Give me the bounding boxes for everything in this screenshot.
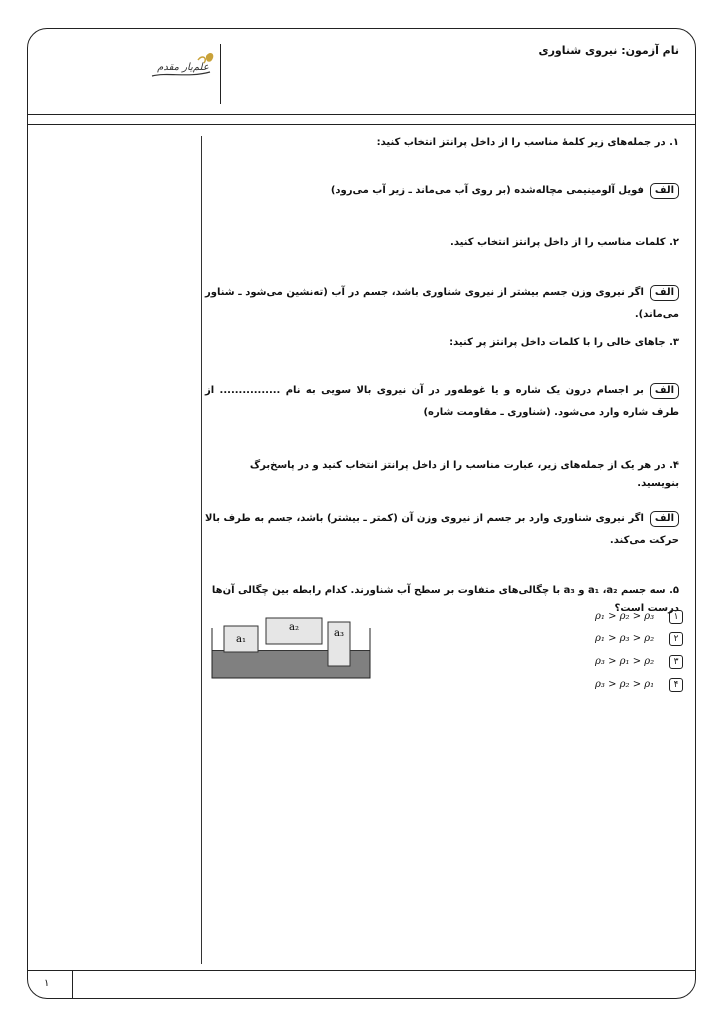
question-4-item bbox=[205, 508, 679, 552]
option-text: ρ₁ > ρ₃ > ρ₂ bbox=[595, 633, 655, 644]
label-a1: a₁ bbox=[236, 634, 246, 645]
answer-column-divider bbox=[201, 136, 202, 964]
label-a3: a₃ bbox=[334, 628, 344, 639]
question-3-text: بر اجسام درون یک شاره و یا غوطه‌ور در آن نیروی بالا سویی به نام ................ از طرف شاره وارد می‌شود. (شناوری ـ مقاومت شاره) bbox=[205, 385, 679, 418]
item-label-badge: الف bbox=[650, 285, 679, 301]
question-4: ۴. در هر یک از جمله‌های زیر، عبارت مناسب را از داخل پرانتز انتخاب کنید و در پاسخ‌برگ بنویسید. bbox=[249, 460, 679, 489]
option-text: ρ₁ > ρ₂ > ρ₃ bbox=[595, 611, 655, 622]
option-3[interactable] bbox=[595, 655, 683, 671]
question-5: ۵. سه جسم a₁ ،a₂ و a₃ با چگالی‌های متفاوت بر سطح آب شناورند. کدام رابطه بین چگالی آن‌ها درست است؟ bbox=[211, 585, 679, 614]
option-number: ۲ bbox=[669, 632, 683, 646]
item-label-badge: الف bbox=[650, 183, 679, 199]
question-2-text: اگر نیروی وزن جسم بیشتر از نیروی شناوری باشد، جسم در آب (ته‌نشین می‌شود ـ شناور می‌ماند). bbox=[205, 287, 679, 320]
option-text: ρ₃ > ρ₂ > ρ₁ bbox=[595, 679, 655, 690]
item-label-badge: الف bbox=[650, 511, 679, 527]
question-4-text: اگر نیروی شناوری وارد بر جسم از نیروی وزن آن (کمتر ـ بیشتر) باشد، جسم به طرف بالا حرکت می‌کند. bbox=[205, 513, 679, 546]
option-number: ۴ bbox=[669, 678, 683, 692]
question-1-item bbox=[205, 180, 679, 202]
page-number: ۱ bbox=[44, 978, 50, 989]
exam-title: نام آزمون: نیروی شناوری bbox=[538, 44, 679, 57]
header-bottom-border bbox=[27, 114, 696, 115]
option-1[interactable] bbox=[595, 610, 683, 626]
logo-divider bbox=[220, 44, 221, 104]
footer-divider bbox=[72, 970, 73, 999]
question-3-item bbox=[205, 380, 679, 424]
logo-text: علم‌یار مقدم bbox=[157, 62, 209, 73]
footer-border bbox=[27, 970, 696, 971]
question-3: ۳. جاهای خالی را با کلمات داخل پرانتز پر کنید: bbox=[449, 337, 679, 348]
option-text: ρ₃ > ρ₁ > ρ₂ bbox=[595, 656, 655, 667]
question-2-item bbox=[205, 282, 679, 326]
option-4[interactable] bbox=[595, 678, 683, 694]
option-2[interactable] bbox=[595, 632, 683, 648]
question-1: ۱. در جمله‌های زیر کلمهٔ مناسب را از داخل پرانتز انتخاب کنید: bbox=[376, 137, 679, 148]
question-2: ۲. کلمات مناسب را از داخل پرانتز انتخاب کنید. bbox=[450, 237, 679, 248]
option-number: ۳ bbox=[669, 655, 683, 669]
floating-objects-figure bbox=[210, 614, 372, 680]
brand-logo bbox=[148, 48, 218, 84]
item-label-badge: الف bbox=[650, 383, 679, 399]
label-a2: a₂ bbox=[289, 622, 299, 633]
option-number: ۱ bbox=[669, 610, 683, 624]
question-1-text: فویل آلومینیمی مچاله‌شده (بر روی آب می‌ماند ـ زیر آب می‌رود) bbox=[330, 185, 644, 196]
content-top-border bbox=[27, 124, 696, 125]
